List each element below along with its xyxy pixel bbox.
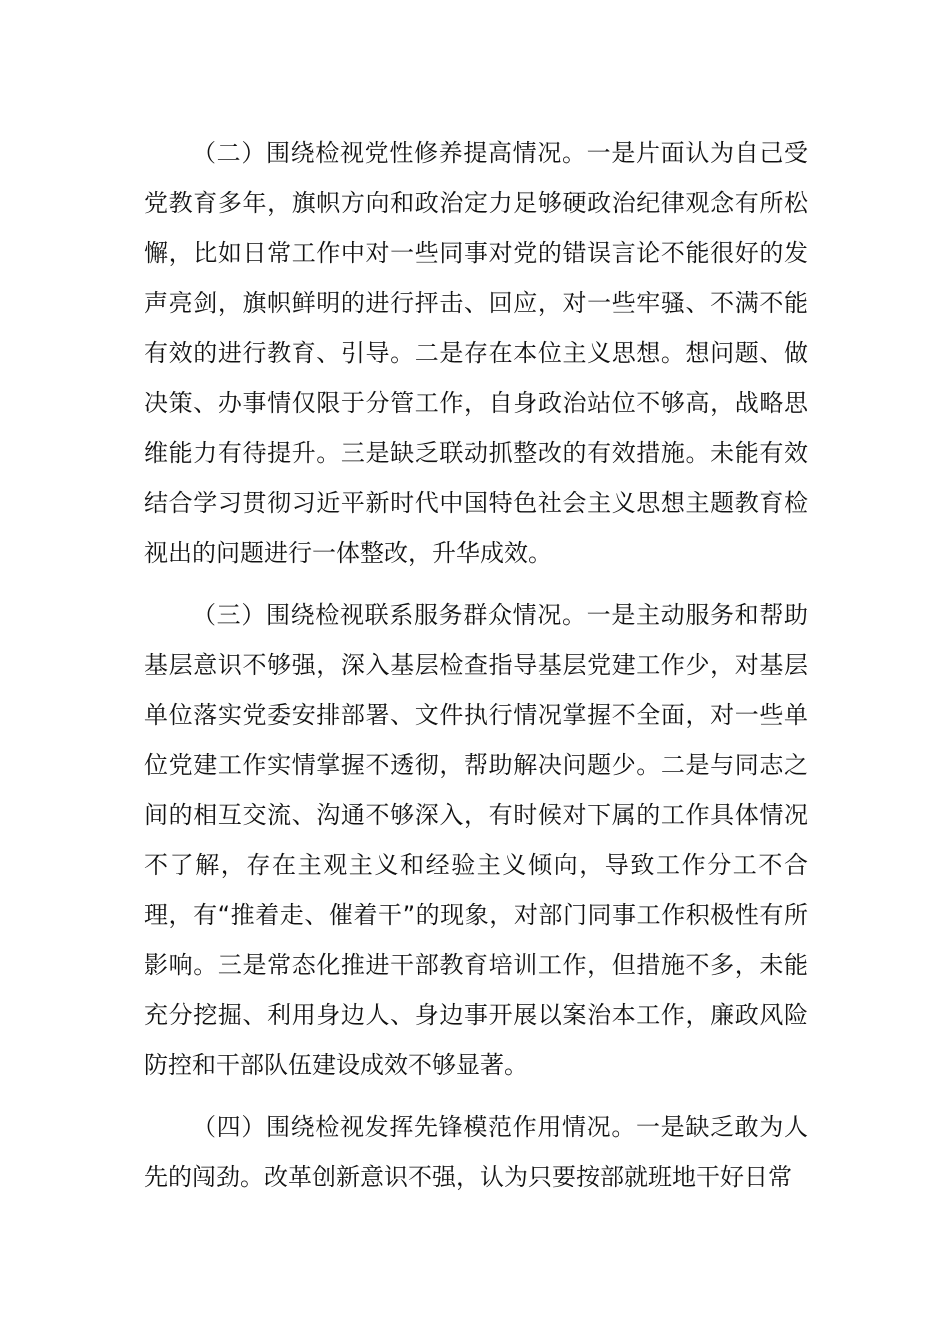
paragraph-party-spirit: （二）围绕检视党性修养提高情况。一是片面认为自己受党教育多年，旗帜方向和政治定力足够硬政治纪律观念有所松懈，比如日常工作中对一些同事对党的错误言论不能很好的发声亮剑，旗帜鲜明的进行抨击、回应，对一些牢骚、不满不能有效的进行教育、引导。二是存在本位主义思想。想问题、做决策、办事情仅限于分管工作，自身政治站位不够高，战略思维能力有待提升。三是缺乏联动抓整改的有效措施。未能有效结合学习贯彻习近平新时代中国特色社会主义思想主题教育检视出的问题进行一体整改，升华成效。 (144, 139, 808, 567)
paragraph-vanguard-role: （四）围绕检视发挥先锋模范作用情况。一是缺乏敢为人先的闯劲。改革创新意识不强，认为只要按部就班地干好日常 (144, 1113, 808, 1191)
document-body (144, 128, 808, 1214)
paragraph-serving-masses: （三）围绕检视联系服务群众情况。一是主动服务和帮助基层意识不够强，深入基层检查指导基层党建工作少，对基层单位落实党委安排部署、文件执行情况掌握不全面，对一些单位党建工作实情掌握不透彻，帮助解决问题少。二是与同志之间的相互交流、沟通不够深入，有时候对下属的工作具体情况不了解，存在主观主义和经验主义倾向，导致工作分工不合理，有“推着走、催着干”的现象，对部门同事工作积极性有所影响。三是常态化推进干部教育培训工作，但措施不多，未能充分挖掘、利用身边人、身边事开展以案治本工作，廉政风险防控和干部队伍建设成效不够显著。 (144, 601, 808, 1079)
